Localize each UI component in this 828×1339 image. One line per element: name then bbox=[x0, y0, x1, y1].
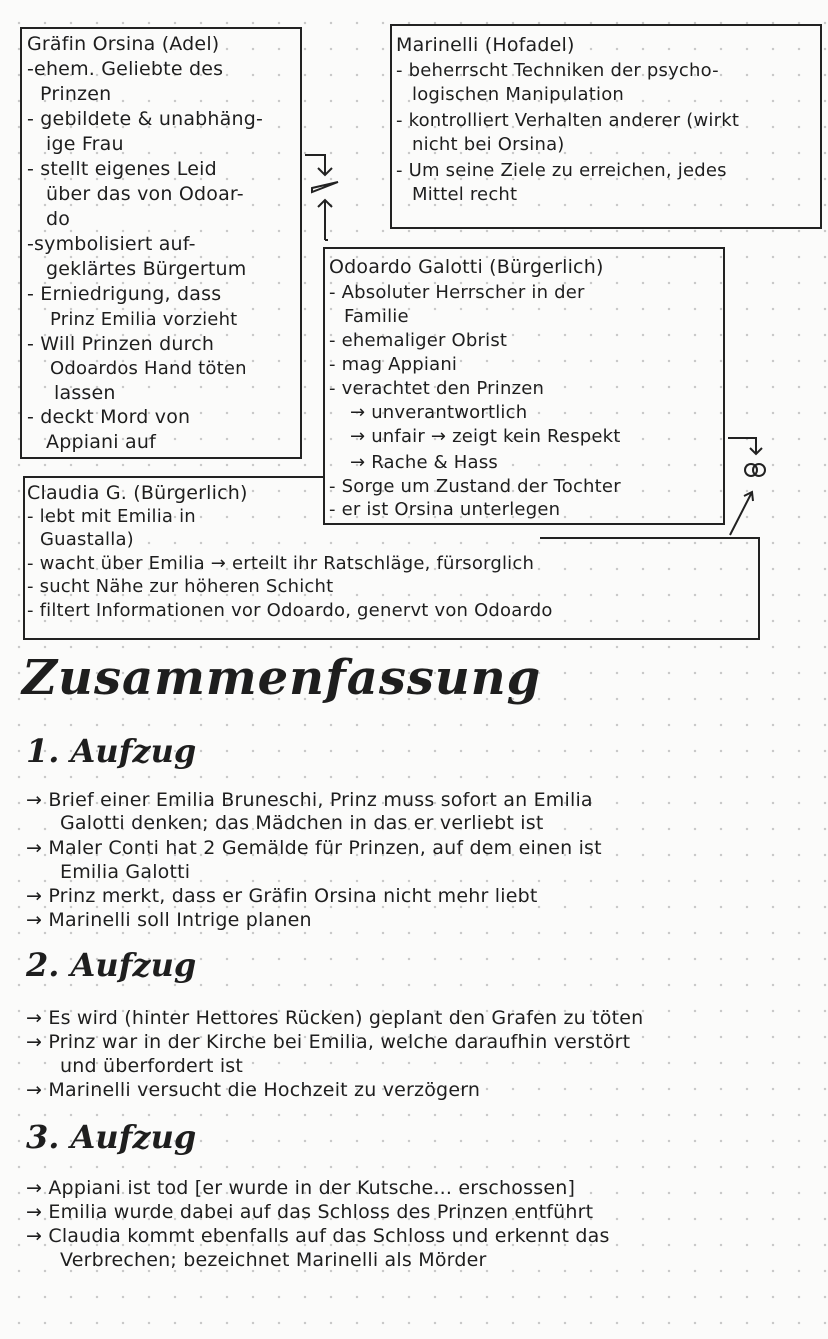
claudia-line: - lebt mit Emilia in bbox=[27, 506, 196, 527]
odoardo-line: → unverantwortlich bbox=[350, 402, 528, 423]
act-line: → Marinelli versucht die Hochzeit zu verzögern bbox=[26, 1079, 481, 1101]
marinelli-line: nicht bei Orsina) bbox=[412, 134, 565, 155]
act-line: → Appiani ist tod [er wurde in der Kutsche... erschossen] bbox=[26, 1177, 576, 1199]
act-line: → Prinz merkt, dass er Gräfin Orsina nicht mehr liebt bbox=[26, 885, 538, 907]
orsina-line: geklärtes Bürgertum bbox=[46, 258, 247, 280]
orsina-line: - Will Prinzen durch bbox=[27, 333, 215, 355]
odoardo-line: - Absoluter Herrscher in der bbox=[329, 282, 585, 303]
act-line: → Maler Conti hat 2 Gemälde für Prinzen, auf dem einen ist bbox=[26, 837, 602, 859]
arrow-up-icon bbox=[730, 492, 753, 535]
summary-title: Zusammenfassung bbox=[22, 650, 542, 706]
arrow-to-marinelli-icon bbox=[305, 155, 332, 175]
orsina-line: Appiani auf bbox=[46, 431, 156, 453]
act-line: Emilia Galotti bbox=[60, 861, 191, 883]
orsina-line: Prinzen bbox=[40, 83, 112, 105]
claudia-box-top bbox=[23, 476, 323, 478]
odoardo-line: → unfair → zeigt kein Respekt bbox=[350, 426, 621, 447]
act-title: 3. Aufzug bbox=[26, 1118, 197, 1156]
claudia-title: Claudia G. (Bürgerlich) bbox=[27, 482, 248, 504]
orsina-title: Gräfin Orsina (Adel) bbox=[27, 33, 220, 55]
orsina-line: über das von Odoar- bbox=[46, 183, 244, 205]
odoardo-line: Familie bbox=[344, 306, 409, 327]
marinelli-line: logischen Manipulation bbox=[412, 84, 625, 105]
arrow-to-orsina-icon bbox=[318, 200, 332, 240]
relation-arrows-odoardo-claudia bbox=[722, 430, 782, 540]
orsina-line: - deckt Mord von bbox=[27, 406, 191, 428]
claudia-line: - sucht Nähe zur höheren Schicht bbox=[27, 576, 334, 597]
marinelli-line: - kontrolliert Verhalten anderer (wirkt bbox=[396, 110, 740, 131]
odoardo-line: - mag Appiani bbox=[329, 354, 458, 375]
arrow-down-icon bbox=[728, 438, 762, 454]
act-line: → Brief einer Emilia Bruneschi, Prinz muss sofort an Emilia bbox=[26, 789, 593, 811]
odoardo-line: - Sorge um Zustand der Tochter bbox=[329, 476, 621, 497]
orsina-line: Odoardos Hand töten bbox=[50, 358, 247, 379]
act-line: und überfordert ist bbox=[60, 1055, 244, 1077]
marinelli-title: Marinelli (Hofadel) bbox=[396, 34, 575, 56]
orsina-line: do bbox=[46, 208, 71, 230]
marinelli-line: Mittel recht bbox=[412, 184, 518, 205]
orsina-line: -ehem. Geliebte des bbox=[27, 58, 224, 80]
act-title: 1. Aufzug bbox=[26, 732, 197, 770]
orsina-line: ige Frau bbox=[46, 133, 124, 155]
claudia-box-right bbox=[758, 537, 760, 640]
act-line: → Emilia wurde dabei auf das Schloss des Prinzen entführt bbox=[26, 1201, 594, 1223]
marinelli-line: - Um seine Ziele zu erreichen, jedes bbox=[396, 160, 727, 181]
act-line: → Marinelli soll Intrige planen bbox=[26, 909, 312, 931]
odoardo-title: Odoardo Galotti (Bürgerlich) bbox=[329, 256, 604, 278]
orsina-line: lassen bbox=[54, 382, 116, 404]
act-line: → Claudia kommt ebenfalls auf das Schloss und erkennt das bbox=[26, 1225, 610, 1247]
act-line: Galotti denken; das Mädchen in das er verliebt ist bbox=[60, 812, 544, 834]
claudia-line: - wacht über Emilia → erteilt ihr Ratschläge, fürsorglich bbox=[27, 553, 535, 574]
orsina-line: - stellt eigenes Leid bbox=[27, 158, 217, 180]
act-line: → Es wird (hinter Hettores Rücken) geplant den Grafen zu töten bbox=[26, 1007, 644, 1029]
conflict-symbol-icon bbox=[312, 182, 338, 192]
odoardo-line: → Rache & Hass bbox=[350, 452, 498, 473]
claudia-line: Guastalla) bbox=[40, 529, 134, 550]
orsina-line: - gebildete & unabhäng- bbox=[27, 108, 264, 130]
act-line: → Prinz war in der Kirche bei Emilia, welche daraufhin verstört bbox=[26, 1031, 631, 1053]
odoardo-line: - ehemaliger Obrist bbox=[329, 330, 508, 351]
orsina-line: Prinz Emilia vorzieht bbox=[50, 309, 238, 330]
odoardo-line: - verachtet den Prinzen bbox=[329, 378, 545, 399]
act-line: Verbrechen; bezeichnet Marinelli als Mörder bbox=[60, 1249, 487, 1271]
orsina-line: - Erniedrigung, dass bbox=[27, 283, 222, 305]
odoardo-line: - er ist Orsina unterlegen bbox=[329, 499, 561, 520]
orsina-line: -symbolisiert auf- bbox=[27, 233, 196, 255]
act-title: 2. Aufzug bbox=[26, 946, 197, 984]
relation-arrows-orsina-marinelli bbox=[300, 140, 360, 260]
claudia-line: - filtert Informationen vor Odoardo, genervt von Odoardo bbox=[27, 600, 553, 621]
marinelli-line: - beherrscht Techniken der psycho- bbox=[396, 60, 719, 81]
